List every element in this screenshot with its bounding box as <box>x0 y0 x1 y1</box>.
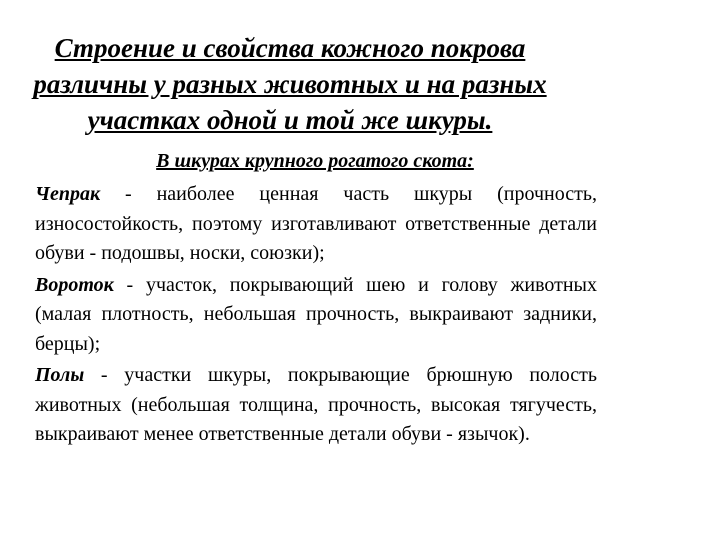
description-cheprak: - наиболее ценная часть шкуры (прочность, износостойкость, поэтому изготавливают ответственные детали обуви - подошвы, носки, союзки); <box>35 183 597 264</box>
slide-subtitle: В шкурах крупного рогатого скота: <box>156 150 474 172</box>
section-vorotok <box>35 271 597 360</box>
section-poly <box>35 361 597 450</box>
section-cheprak <box>35 180 597 269</box>
title-line-2: различны у разных животных и на разных <box>33 69 547 99</box>
description-vorotok: - участок, покрывающий шею и голову животных (малая плотность, небольшая прочность, выкраивают задники, берцы); <box>35 273 597 355</box>
term-cheprak: Чепрак <box>35 183 101 205</box>
slide-title <box>10 30 570 138</box>
title-line-3: участках одной и той же шкуры. <box>87 105 493 135</box>
slide-body <box>35 180 597 452</box>
term-poly: Полы <box>35 364 85 386</box>
description-poly: - участки шкуры, покрывающие брюшную полость животных (небольшая толщина, прочность, высокая тягучесть, выкраивают менее ответственные детали обуви - язычок). <box>35 364 597 445</box>
title-line-1: Строение и свойства кожного покрова <box>54 33 526 63</box>
term-vorotok: Вороток <box>35 273 114 296</box>
